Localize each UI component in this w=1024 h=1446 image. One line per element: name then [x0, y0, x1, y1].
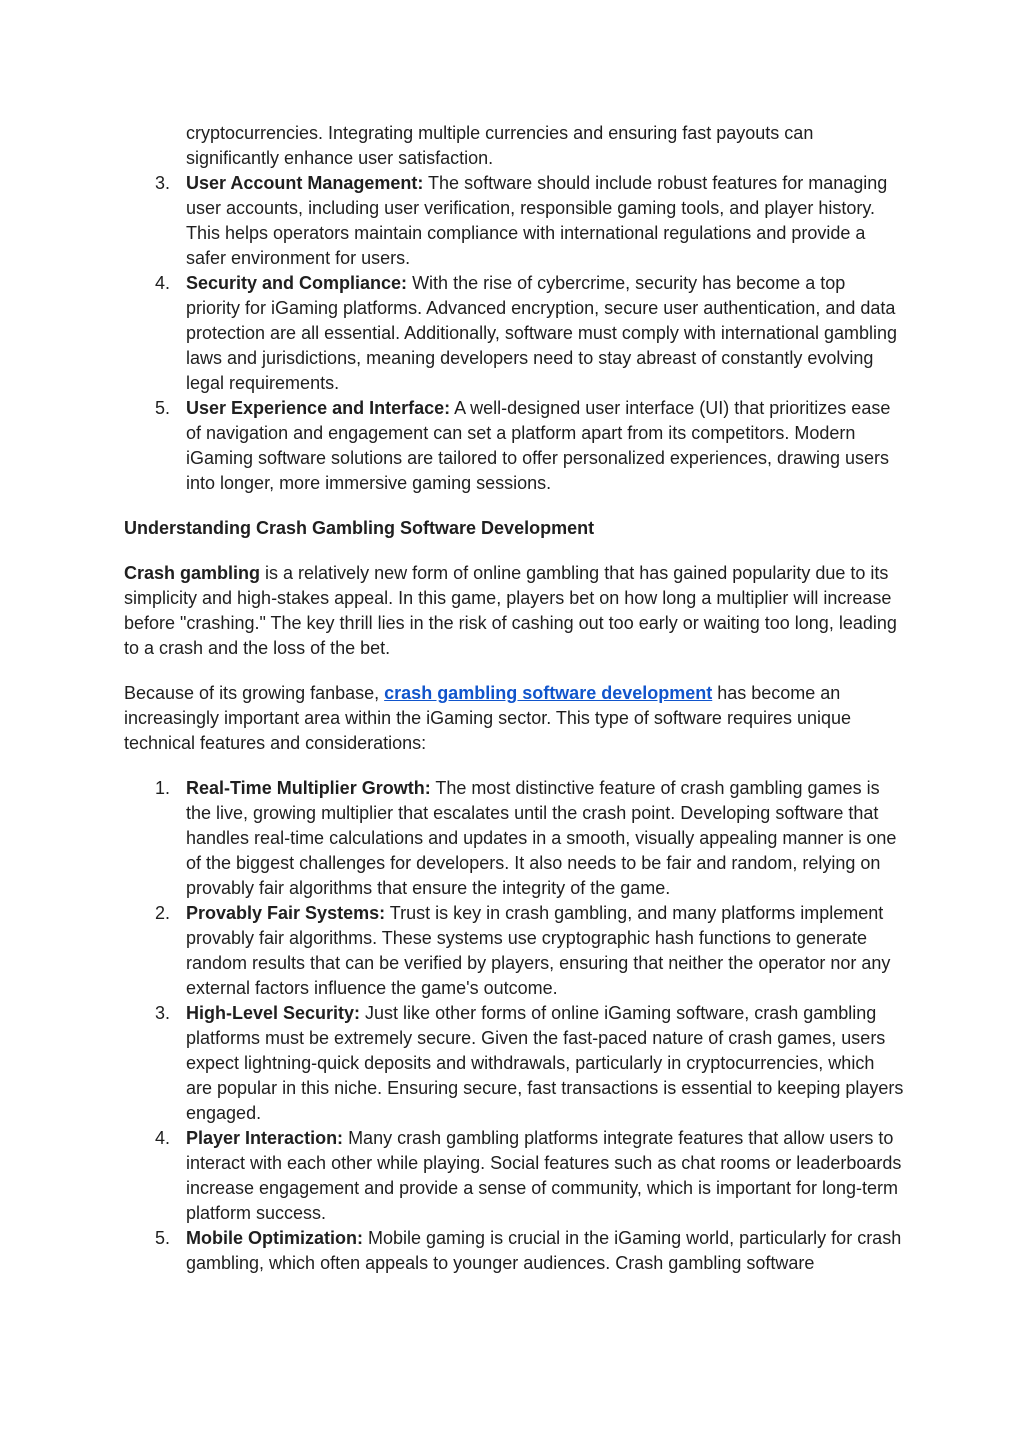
- fanbase-paragraph: [124, 681, 904, 756]
- paragraph-text-after: has become an increasingly important area within the iGaming sector. This type of software requires unique technical features and considerations:: [124, 683, 852, 753]
- paragraph-lead: Crash gambling: [124, 563, 261, 583]
- list-item-lead: Real-Time Multiplier Growth:: [186, 778, 431, 798]
- list-item: [124, 1226, 904, 1276]
- list-item-number: 3.: [155, 173, 171, 193]
- list-item-continuation: [124, 121, 904, 171]
- list-item-lead: Provably Fair Systems:: [186, 903, 386, 923]
- paragraph-text-before: Because of its growing fanbase,: [124, 683, 385, 703]
- list-item-text: The software should include robust features for managing user accounts, including user verification, responsible gaming tools, and player history. This helps operators maintain compliance with international regulations and provide a safer environment for users.: [186, 173, 888, 268]
- list-item-lead: High-Level Security:: [186, 1003, 361, 1023]
- list-item-number: 4.: [155, 273, 171, 293]
- list-item-text: A well-designed user interface (UI) that prioritizes ease of navigation and engagement can set a platform apart from its competitors. Modern iGaming software solutions are tailored to offer personalized experiences, drawing users into longer, more immersive gaming sessions.: [186, 398, 891, 493]
- list-item-number: 3.: [155, 1003, 171, 1023]
- list-item-text: Trust is key in crash gambling, and many platforms implement provably fair algorithms. These systems use cryptographic hash functions to generate random results that can be verified by players, ensuring that neither the operator nor any external factors influence the game's outcome.: [186, 903, 891, 998]
- feature-list-continued: [124, 121, 904, 496]
- list-item: [124, 271, 904, 396]
- intro-paragraph: [124, 561, 904, 661]
- list-item-lead: Player Interaction:: [186, 1128, 344, 1148]
- list-item: [124, 776, 904, 901]
- crash-gambling-link[interactable]: crash gambling software development: [384, 683, 713, 703]
- list-item-number: 5.: [155, 1228, 171, 1248]
- list-item-lead: Mobile Optimization:: [186, 1228, 363, 1248]
- section-heading: Understanding Crash Gambling Software Development: [124, 518, 595, 538]
- list-item-number: 2.: [155, 903, 171, 923]
- paragraph-text: is a relatively new form of online gambling that has gained popularity due to its simplicity and high-stakes appeal. In this game, players bet on how long a multiplier will increase before "crashing." The key thrill lies in the risk of cashing out too early or waiting too long, leading to a crash and the loss of the bet.: [124, 563, 897, 658]
- list-item-lead: Security and Compliance:: [186, 273, 408, 293]
- list-item-text: Mobile gaming is crucial in the iGaming world, particularly for crash gambling, which often appeals to younger audiences. Crash gambling software: [186, 1228, 902, 1273]
- list-item: [124, 171, 904, 271]
- list-item-text: The most distinctive feature of crash gambling games is the live, growing multiplier that escalates until the crash point. Developing software that handles real-time calculations and updates in a smooth, visually appealing manner is one of the biggest challenges for developers. It also needs to be fair and random, relying on provably fair algorithms that ensure the integrity of the game.: [186, 778, 897, 898]
- list-item: [124, 396, 904, 496]
- list-item-lead: User Account Management:: [186, 173, 424, 193]
- list-item-number: 5.: [155, 398, 171, 418]
- list-item-lead: User Experience and Interface:: [186, 398, 451, 418]
- list-item-text: With the rise of cybercrime, security has become a top priority for iGaming platforms. Advanced encryption, secure user authentication, and data protection are all essential. Additionally, software must comply with international gambling laws and jurisdictions, meaning developers need to stay abreast of constantly evolving legal requirements.: [186, 273, 898, 393]
- list-item-number: 1.: [155, 778, 171, 798]
- list-item-text: Just like other forms of online iGaming software, crash gambling platforms must be extremely secure. Given the fast-paced nature of crash games, users expect lightning-quick deposits and withdrawals, particularly in cryptocurrencies, which are popular in this niche. Ensuring secure, fast transactions is essential to keeping players engaged.: [186, 1003, 904, 1123]
- list-item-text: Many crash gambling platforms integrate features that allow users to interact with each other while playing. Social features such as chat rooms or leaderboards increase engagement and provide a sense of community, which is important for long-term platform success.: [186, 1128, 902, 1223]
- list-item: [124, 1126, 904, 1226]
- crash-feature-list: [124, 776, 904, 1276]
- list-item: [124, 901, 904, 1001]
- list-item-text: cryptocurrencies. Integrating multiple currencies and ensuring fast payouts can significantly enhance user satisfaction.: [186, 123, 814, 168]
- document-page: [124, 121, 904, 1276]
- list-item-number: 4.: [155, 1128, 171, 1148]
- list-item: [124, 1001, 904, 1126]
